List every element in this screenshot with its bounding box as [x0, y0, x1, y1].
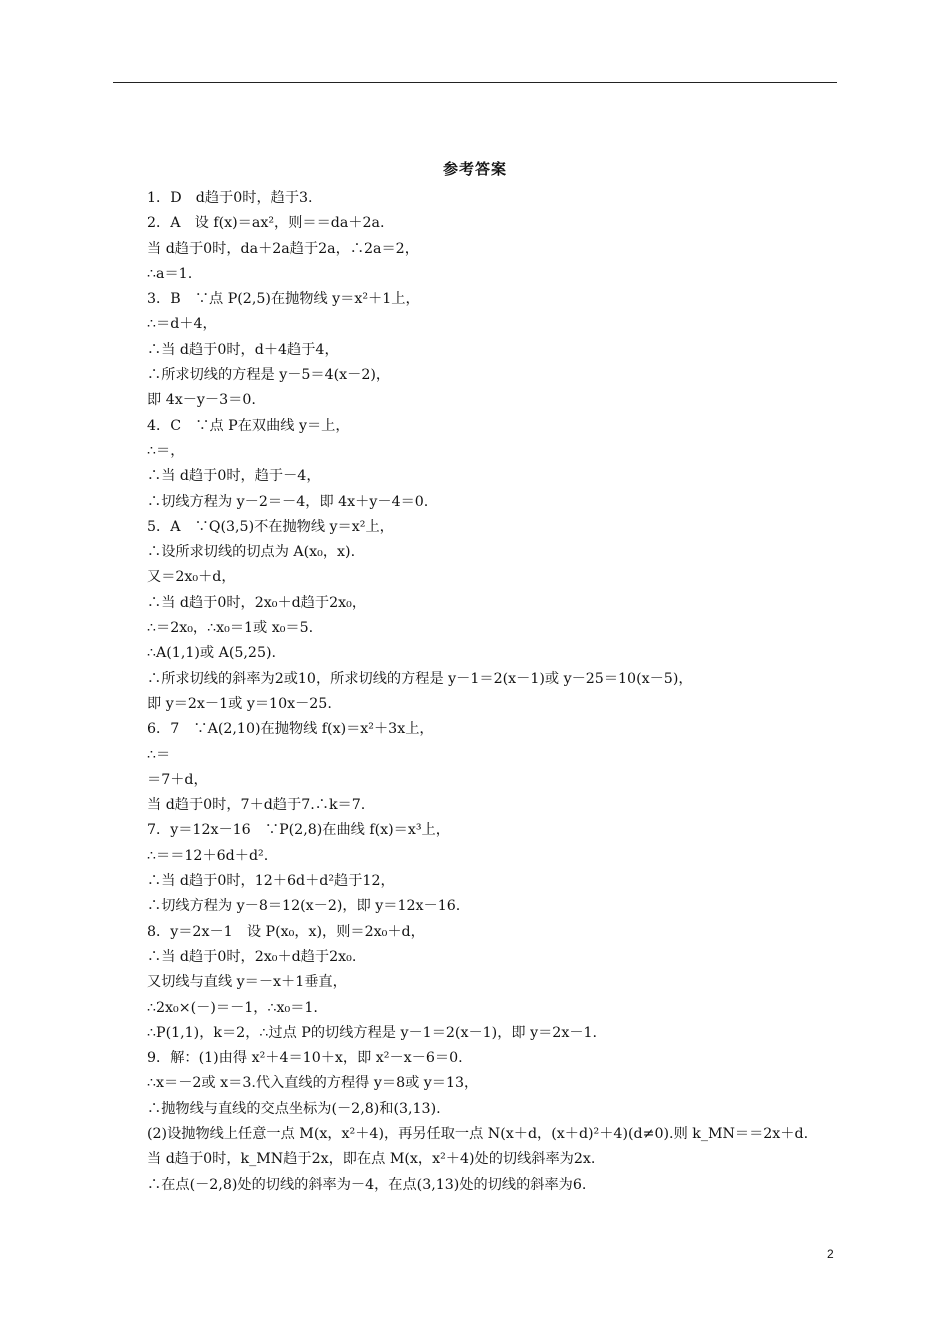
answer-line: 即 y＝2x－1或 y＝10x－25. [147, 695, 332, 712]
answer-line: 当 d趋于0时，7＋d趋于7.∴k＝7. [147, 797, 366, 814]
answer-line: 1．D d趋于0时，趋于3. [147, 190, 313, 206]
answer-line: ＝7＋d， [147, 771, 208, 788]
answer-line: 当 d趋于0时，da＋2a趋于2a，∴2a＝2， [147, 240, 419, 257]
answer-line: ∴所求切线的斜率为2或10，所求切线的方程是 y－1＝2(x－1)或 y－25＝10(x－5)， [147, 670, 693, 687]
page-number: 2 [827, 1247, 834, 1261]
answer-line: ∴抛物线与直线的交点坐标为(－2,8)和(3,13). [147, 1100, 441, 1117]
answer-line: ∴设所求切线的切点为 A(x₀，x). [147, 544, 356, 561]
answer-line: ∴P(1,1)，k＝2，∴过点 P的切线方程是 y－1＝2(x－1)，即 y＝2x－1. [147, 1024, 598, 1041]
answer-line: ∴在点(－2,8)处的切线的斜率为－4，在点(3,13)处的切线的斜率为6. [147, 1176, 587, 1193]
answer-line: 7．y＝12x－16 ∵P(2,8)在曲线 f(x)＝x³上， [147, 822, 450, 839]
answer-line: 4．C ∵点 P在双曲线 y＝上， [147, 417, 350, 434]
answer-line: (2)设抛物线上任意一点 M(x，x²＋4)，再另任取一点 N(x＋d，(x＋d)²＋4)(d≠0).则 k_MN＝＝2x＋d. [147, 1125, 809, 1142]
header-rule [113, 82, 837, 83]
answer-line: 2．A 设 f(x)＝ax²，则＝＝da＋2a. [147, 215, 385, 232]
answer-line: ∴A(1,1)或 A(5,25). [147, 645, 277, 662]
answer-line: ∴a＝1. [147, 265, 193, 282]
answer-line: ∴x＝－2或 x＝3.代入直线的方程得 y＝8或 y＝13， [147, 1075, 479, 1092]
answer-line: ∴当 d趋于0时，d＋4趋于4， [147, 341, 339, 358]
answer-line: ∴＝＝12＋6d＋d². [147, 847, 269, 864]
answer-line: ∴当 d趋于0时，趋于－4， [147, 468, 321, 485]
answer-line: ∴当 d趋于0时，2x₀＋d趋于2x₀. [147, 948, 357, 965]
answer-line: 6．7 ∵A(2,10)在抛物线 f(x)＝x²＋3x上， [147, 721, 434, 738]
answer-line: 当 d趋于0时，k_MN趋于2x，即在点 M(x，x²＋4)处的切线斜率为2x. [147, 1151, 596, 1168]
answer-line: ∴切线方程为 y－8＝12(x－2)，即 y＝12x－16. [147, 898, 461, 915]
answer-body [114, 186, 844, 1198]
answer-line: ∴切线方程为 y－2＝－4，即 4x＋y－4＝0. [147, 493, 429, 510]
answer-line: ∴2x₀×(－)＝－1，∴x₀＝1. [147, 999, 318, 1016]
answer-line: 又切线与直线 y＝－x＋1垂直， [147, 974, 347, 991]
answer-line: ∴＝， [147, 442, 185, 459]
answer-line: ∴所求切线的方程是 y－5＝4(x－2)， [147, 367, 391, 384]
page-title: 参考答案 [442, 160, 507, 178]
answer-line: ∴＝ [147, 746, 171, 763]
answer-line: 5．A ∵Q(3,5)不在抛物线 y＝x²上， [147, 518, 394, 535]
answer-line: ∴＝2x₀，∴x₀＝1或 x₀＝5. [147, 620, 314, 637]
answer-line: 8．y＝2x－1 设 P(x₀，x)，则＝2x₀＋d， [147, 923, 425, 940]
answer-line: 即 4x－y－3＝0. [147, 392, 256, 409]
answer-line: ∴＝d＋4， [147, 316, 217, 333]
answer-line: 3．B ∵点 P(2,5)在抛物线 y＝x²＋1上， [147, 291, 420, 308]
answer-line: ∴当 d趋于0时，2x₀＋d趋于2x₀， [147, 594, 367, 611]
answer-line: 9．解：(1)由得 x²＋4＝10＋x，即 x²－x－6＝0. [147, 1050, 463, 1067]
answer-line: ∴当 d趋于0时，12＋6d＋d²趋于12， [147, 873, 395, 890]
answer-line: 又＝2x₀＋d， [147, 569, 236, 586]
